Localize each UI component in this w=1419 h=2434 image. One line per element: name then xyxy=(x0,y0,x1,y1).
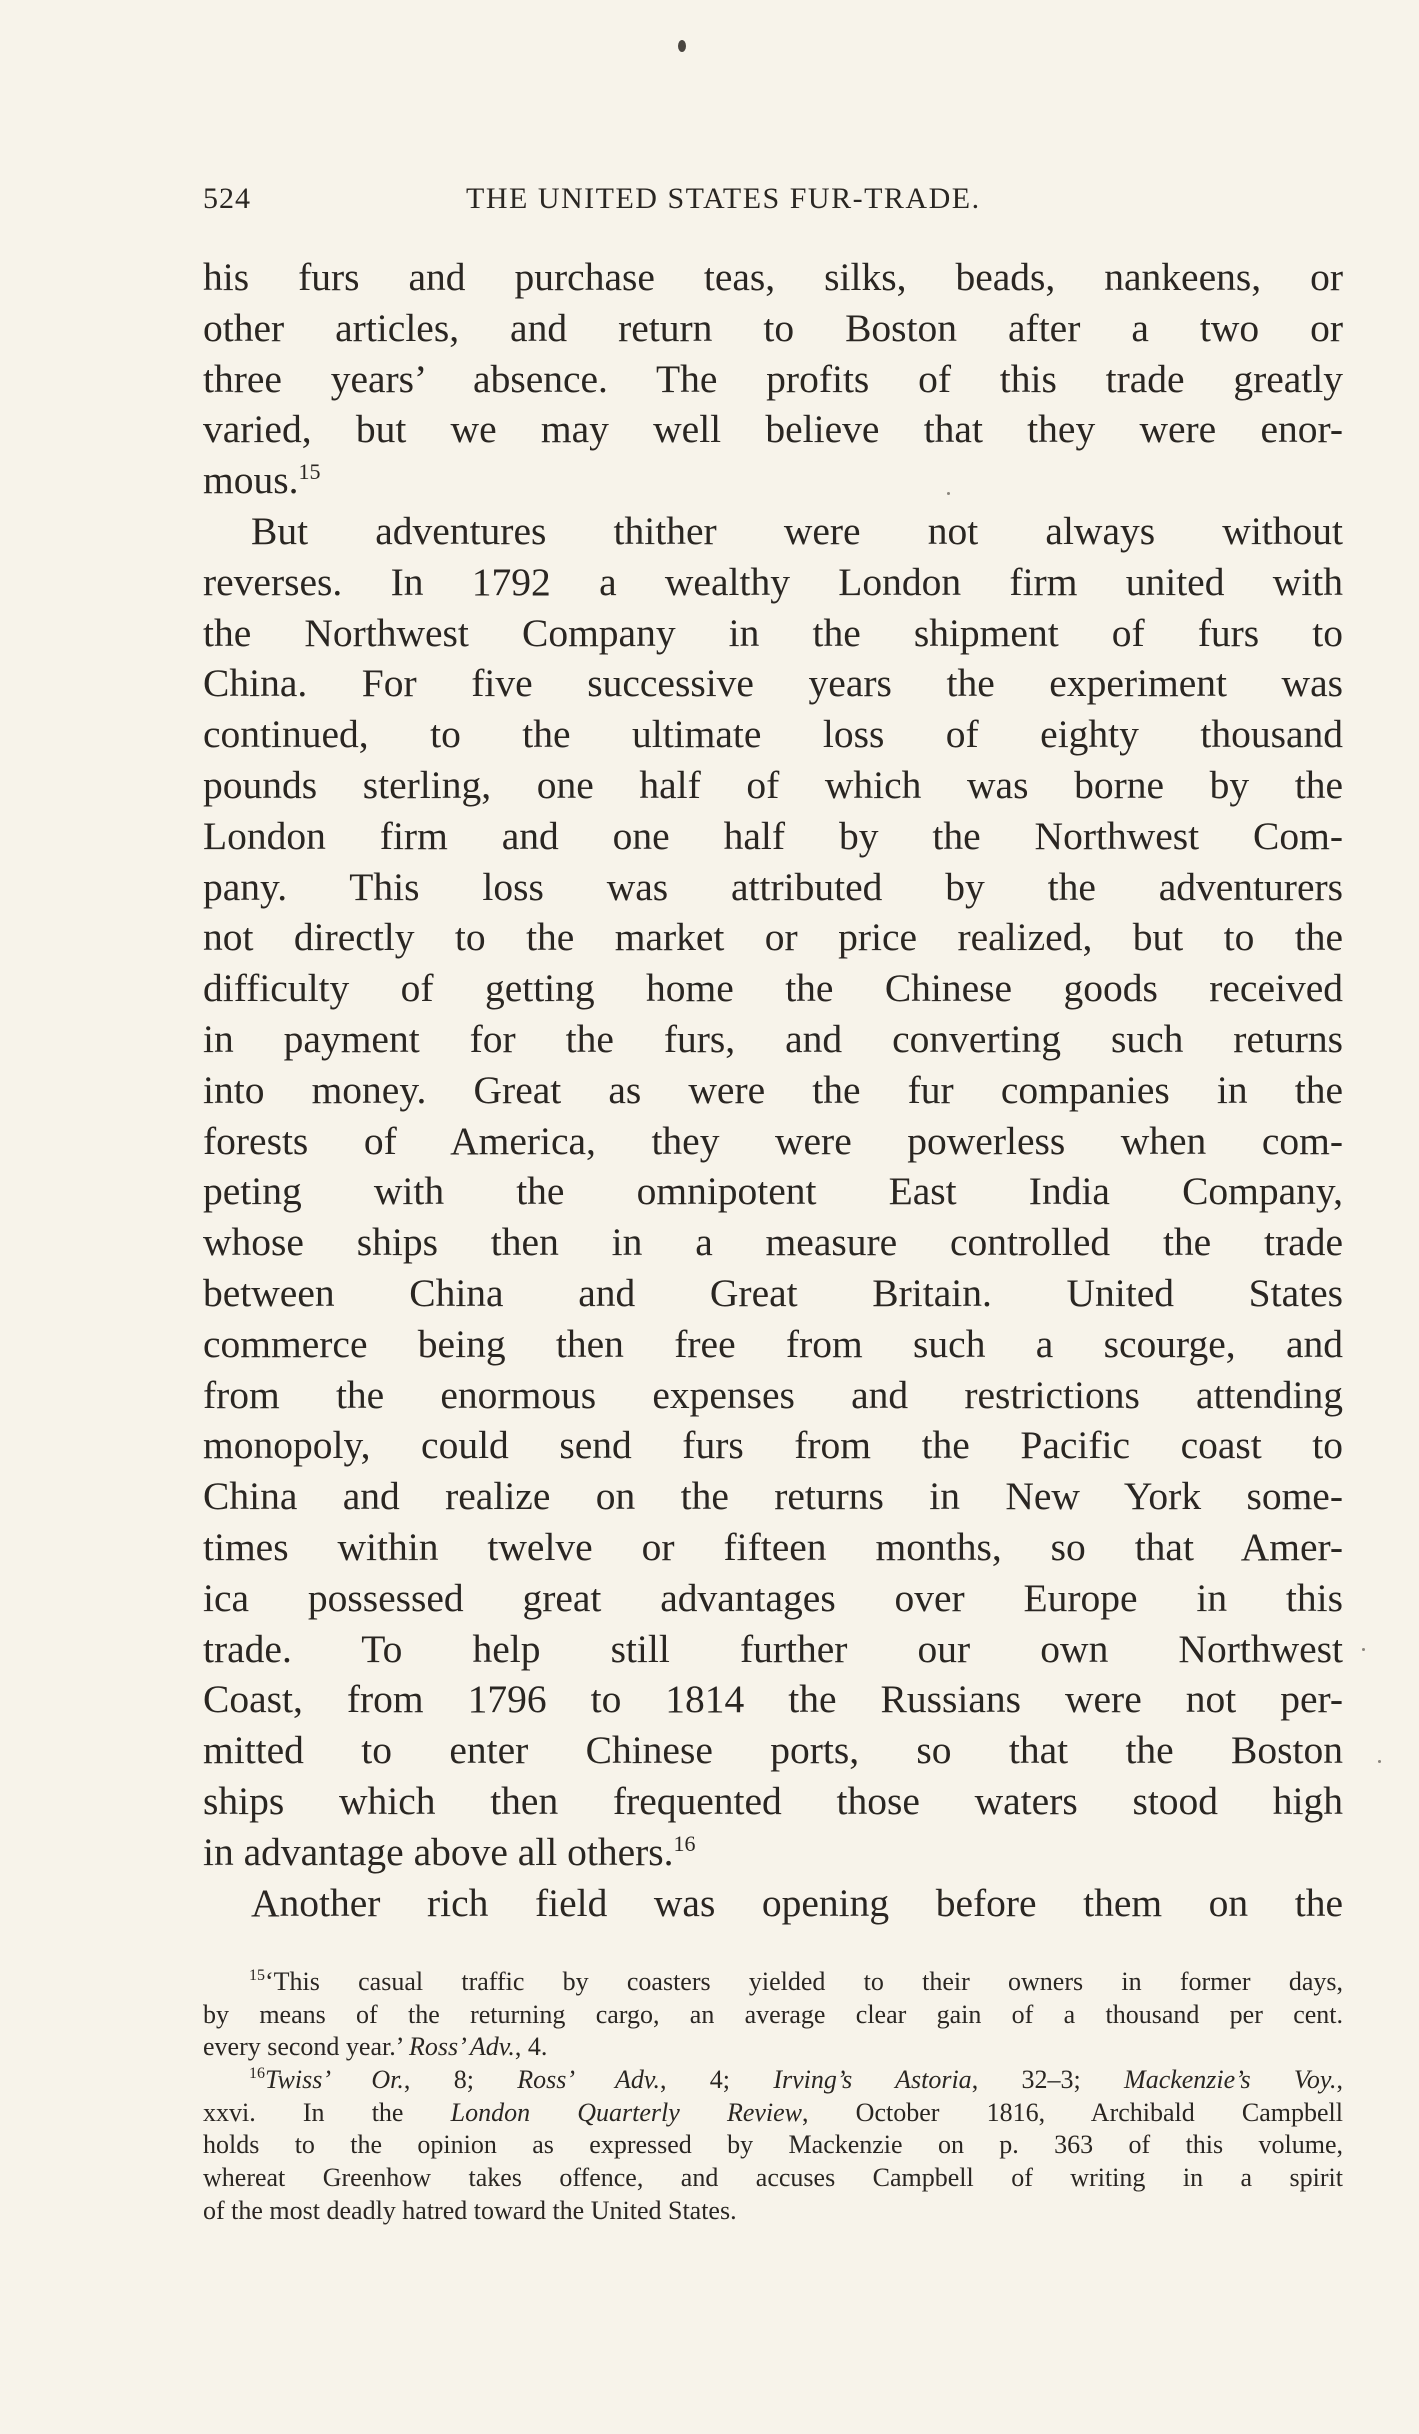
footnote-16-line: whereat Greenhow takes offence, and accuses Campbell of writing in a spirit xyxy=(203,2163,1343,2193)
footnote-16-line xyxy=(203,2064,1343,2097)
text-fragment: in advantage above all others. xyxy=(203,1829,674,1874)
footnote-text: , 4. xyxy=(514,2032,548,2062)
text-line: pany. This loss was attributed by the adventurers xyxy=(203,864,1343,909)
footnote-text: , 32–3; xyxy=(971,2065,1081,2095)
footnote-16-line: holds to the opinion as expressed by Mackenzie on p. 363 of this volume, xyxy=(203,2130,1343,2160)
ink-dot xyxy=(1362,1648,1365,1651)
text-line: three years’ absence. The profits of this trade greatly xyxy=(203,356,1343,401)
body-text xyxy=(203,252,1343,1928)
text-line xyxy=(203,455,1343,506)
text-line: trade. To help still further our own Northwest xyxy=(203,1626,1343,1671)
text-line xyxy=(203,1827,1343,1878)
text-line: from the enormous expenses and restrictions attending xyxy=(203,1372,1343,1417)
page-number: 524 xyxy=(203,182,251,215)
footnote-marker-15: 15 xyxy=(249,1967,265,1984)
footnote-16-line: of the most deadly hatred toward the United States. xyxy=(203,2195,737,2225)
text-line: in payment for the furs, and converting such returns xyxy=(203,1016,1343,1061)
citation-title: London Quarterly Review xyxy=(450,2097,803,2127)
footnote-15-line xyxy=(203,2031,1343,2064)
text-line: mitted to enter Chinese ports, so that the Boston xyxy=(203,1728,1343,1773)
footnote-15-line: by means of the returning cargo, an average clear gain of a thousand per cent. xyxy=(203,1999,1343,2029)
footnotes xyxy=(203,1966,1343,2228)
footnote-15-line xyxy=(203,1966,1343,1999)
running-title: THE UNITED STATES FUR-TRADE. xyxy=(466,182,981,215)
footnote-text: ‘This casual traffic by coasters yielded to their owners in former days, xyxy=(265,1967,1343,1996)
citation-title: Ross’ Adv. xyxy=(517,2065,660,2095)
text-line: ships which then frequented those waters stood high xyxy=(203,1778,1343,1823)
text-line: whose ships then in a measure controlled the trade xyxy=(203,1220,1343,1265)
ink-dot xyxy=(1378,1760,1381,1763)
footnote-text: , xyxy=(1336,2065,1344,2095)
running-header xyxy=(203,182,1203,222)
footnote-text: every second year.’ xyxy=(203,2032,403,2062)
text-line: forests of America, they were powerless when com- xyxy=(203,1118,1343,1163)
text-line: reverses. In 1792 a wealthy London firm united with xyxy=(203,559,1343,604)
text-line: But adventures thither were not always without xyxy=(251,508,1343,553)
citation-title: Mackenzie’s Voy. xyxy=(1124,2065,1337,2095)
footnote-ref-16: 16 xyxy=(673,1830,696,1856)
text-fragment: mous. xyxy=(203,458,299,503)
text-line: Another rich field was opening before them on the xyxy=(251,1880,1343,1925)
footnote-text: , October 1816, Archibald Campbell xyxy=(802,2097,1343,2127)
ink-speck xyxy=(678,40,686,52)
footnote-text: xxvi. In the xyxy=(203,2097,404,2127)
text-line: his furs and purchase teas, silks, beads, nankeens, or xyxy=(203,255,1343,299)
footnote-text: , 4; xyxy=(659,2065,731,2095)
citation-title: Twiss’ Or. xyxy=(265,2065,404,2095)
text-line: other articles, and return to Boston after a two or xyxy=(203,305,1343,350)
text-line: between China and Great Britain. United States xyxy=(203,1270,1343,1315)
text-line: into money. Great as were the fur companies in the xyxy=(203,1067,1343,1112)
text-line: pounds sterling, one half of which was borne by the xyxy=(203,762,1343,807)
text-line: ica possessed great advantages over Europe in this xyxy=(203,1575,1343,1620)
text-line: not directly to the market or price realized, but to the xyxy=(203,915,1343,960)
text-line: monopoly, could send furs from the Pacific coast to xyxy=(203,1423,1343,1468)
footnote-ref-15: 15 xyxy=(298,459,321,485)
text-line: China. For five successive years the experiment was xyxy=(203,661,1343,706)
text-line: China and realize on the returns in New York some- xyxy=(203,1474,1343,1519)
text-line: London firm and one half by the Northwest Com- xyxy=(203,813,1343,858)
text-line: continued, to the ultimate loss of eighty thousand xyxy=(203,712,1343,757)
text-line: commerce being then free from such a scourge, and xyxy=(203,1321,1343,1366)
text-line: times within twelve or fifteen months, so that Amer- xyxy=(203,1524,1343,1569)
text-line: Coast, from 1796 to 1814 the Russians were not per- xyxy=(203,1677,1343,1722)
text-line: difficulty of getting home the Chinese goods received xyxy=(203,966,1343,1011)
footnote-marker-16: 16 xyxy=(249,2065,265,2083)
citation-title: Ross’ Adv. xyxy=(408,2032,515,2062)
text-line: varied, but we may well believe that they were enor- xyxy=(203,407,1343,452)
text-line: peting with the omnipotent East India Company, xyxy=(203,1169,1343,1214)
text-line: the Northwest Company in the shipment of furs to xyxy=(203,610,1343,655)
citation-title: Irving’s Astoria xyxy=(773,2065,972,2095)
footnote-16-line xyxy=(203,2097,1343,2130)
footnote-text: , 8; xyxy=(403,2065,474,2095)
